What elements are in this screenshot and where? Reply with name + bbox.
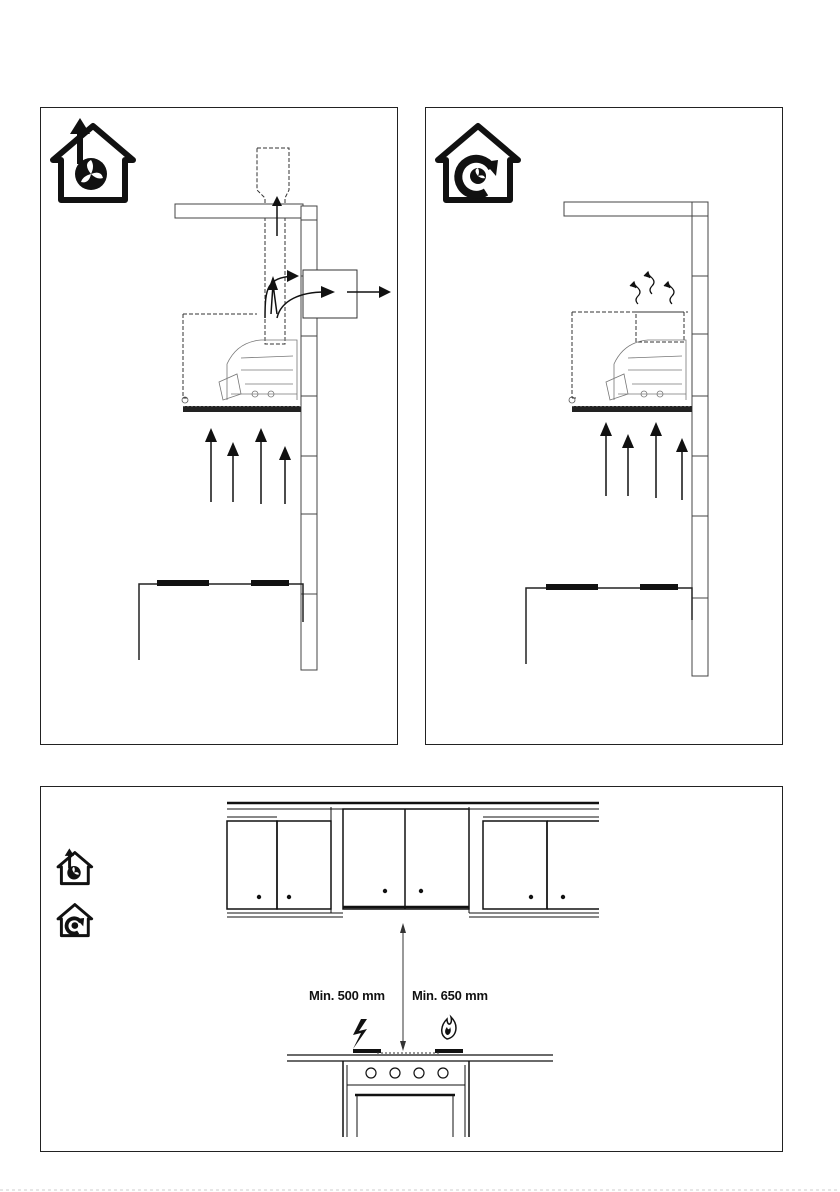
installation-panel bbox=[40, 786, 783, 1152]
recirculation-mode-icon bbox=[438, 126, 518, 200]
hood-motor bbox=[606, 340, 686, 400]
extraction-diagram bbox=[41, 108, 399, 746]
recirculation-panel bbox=[425, 107, 783, 745]
cooktop bbox=[526, 584, 692, 664]
extraction-panel bbox=[40, 107, 398, 745]
minimum-distance-arrow bbox=[400, 923, 406, 1051]
electric-min-distance-label: Min. 500 mm bbox=[309, 988, 385, 1003]
wall-cabinet-right bbox=[469, 807, 599, 917]
wall bbox=[692, 202, 708, 676]
flame-icon bbox=[442, 1017, 456, 1039]
wall-cabinet-left bbox=[227, 807, 343, 917]
cooktop bbox=[139, 580, 303, 660]
airflow-arrows bbox=[600, 422, 688, 500]
stove bbox=[287, 1049, 553, 1137]
recirculation-vapour bbox=[630, 272, 674, 304]
recirculation-mode-icon bbox=[58, 905, 92, 936]
installation-diagram bbox=[41, 787, 784, 1153]
extraction-mode-icon bbox=[58, 848, 92, 883]
hood-motor bbox=[219, 340, 297, 400]
page-bottom-edge bbox=[0, 1180, 840, 1192]
lightning-icon bbox=[353, 1019, 367, 1049]
recirculation-diagram bbox=[426, 108, 784, 746]
extraction-mode-icon bbox=[53, 118, 133, 200]
gas-min-distance-label: Min. 650 mm bbox=[412, 988, 488, 1003]
airflow-arrows bbox=[205, 428, 291, 504]
wall-cabinet-center bbox=[343, 809, 469, 909]
